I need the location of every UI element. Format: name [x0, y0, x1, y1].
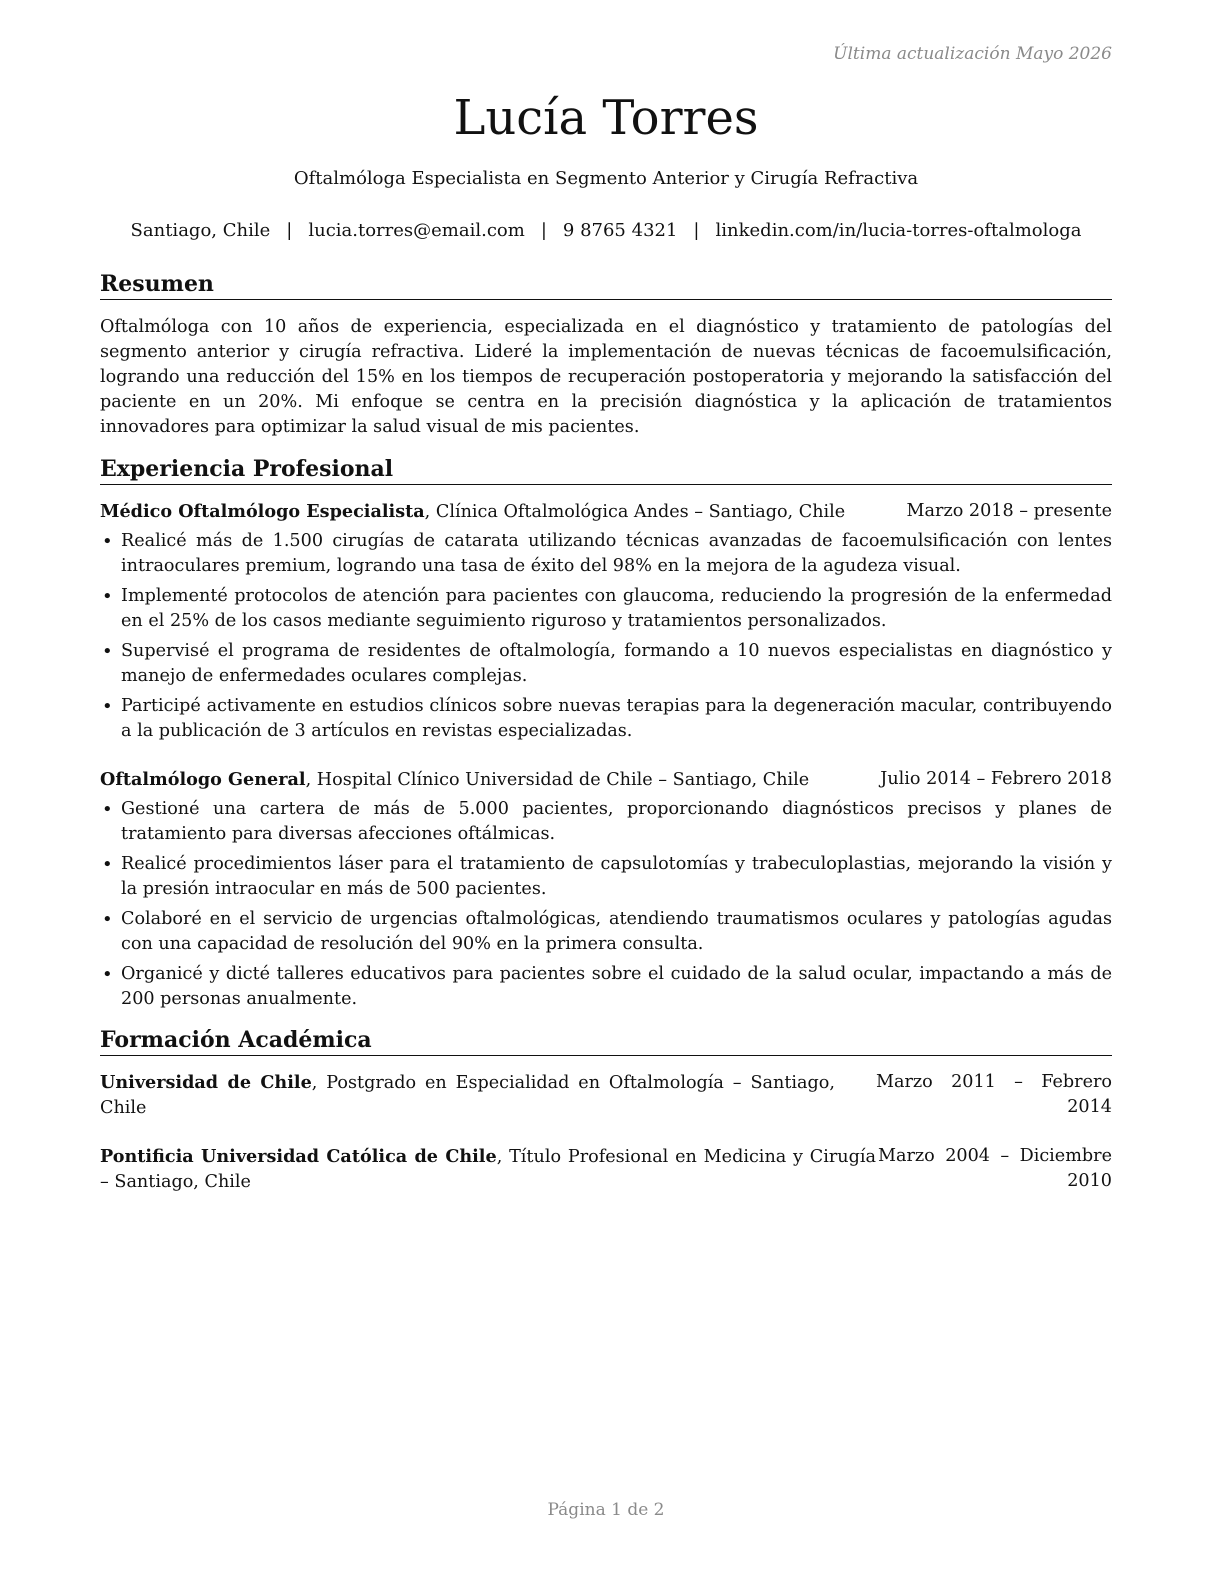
job-org: , Hospital Clínico Universidad de Chile – Santiago, Chile — [305, 770, 810, 790]
education-detail: , Postgrado en Especialidad en Oftalmología – Santiago, Chile — [100, 1073, 835, 1118]
contact-separator: | — [286, 220, 293, 241]
page-number: Página 1 de 2 — [547, 1500, 665, 1520]
job-role: Médico Oftalmólogo Especialista — [100, 501, 425, 522]
education-dates: Marzo 2004 – Diciembre 2010 — [878, 1146, 1112, 1191]
candidate-title: Oftalmóloga Especialista en Segmento Anterior y Cirugía Refractiva — [293, 168, 919, 189]
education-school: Pontificia Universidad Católica de Chile — [100, 1146, 497, 1167]
summary-heading: Resumen — [100, 270, 1112, 300]
job-bullet: • Colaboré en el servicio de urgencias oftalmológicas, atendiendo traumatismos oculares y patologías agudas con una capacidad de resolución del 90% en la primera consulta. — [100, 907, 1112, 957]
contact-separator: | — [540, 220, 547, 241]
job-bullet: • Implementé protocolos de atención para pacientes con glaucoma, reduciendo la progresión de la enfermedad en el 25% de los casos mediante seguimiento riguroso y tratamientos personalizados. — [100, 584, 1112, 634]
job-bullet: • Realicé procedimientos láser para el tratamiento de capsulotomías y trabeculoplastias, mejorando la visión y la presión intraocular en más de 500 pacientes. — [100, 852, 1112, 902]
job-bullets — [100, 529, 1112, 749]
job-dates: Marzo 2018 – presente — [906, 501, 1112, 521]
job-bullet: • Realicé más de 1.500 cirugías de catarata utilizando técnicas avanzadas de facoemulsificación con lentes intraoculares premium, logrando una tasa de éxito del 98% en la mejora de la agudeza visual. — [100, 529, 1112, 579]
job-header — [100, 499, 1112, 525]
last-updated: Última actualización Mayo 2026 — [833, 44, 1112, 64]
job-bullets — [100, 797, 1112, 1017]
education-item — [100, 1070, 1112, 1120]
summary-text: Oftalmóloga con 10 años de experiencia, especializada en el diagnóstico y tratamiento de patologías del segmento anterior y cirugía refractiva. Lideré la implementación de nuevas técnicas de facoemulsificación, logrando una reducción del 15% en los tiempos de recuperación postoperatoria y mejorando la satisfacción del paciente en un 20%. Mi enfoque se centra en la precisión diagnóstica y la aplicación de tratamientos innovadores para optimizar la salud visual de mis pacientes. — [100, 317, 1112, 437]
contact-line — [100, 218, 1112, 244]
contact-separator: | — [693, 220, 700, 241]
job-header — [100, 767, 1112, 793]
education-detail: , Título Profesional en Medicina y Cirugía – Santiago, Chile — [100, 1147, 876, 1192]
job-dates: Julio 2014 – Febrero 2018 — [880, 769, 1112, 789]
resume-page — [100, 0, 1112, 1584]
education-school: Universidad de Chile — [100, 1072, 312, 1093]
job-bullet: • Organicé y dicté talleres educativos para pacientes sobre el cuidado de la salud ocular, impactando a más de 200 personas anualmente. — [100, 962, 1112, 1012]
contact-email[interactable]: lucia.torres@email.com — [308, 220, 525, 241]
contact-location: Santiago, Chile — [130, 220, 271, 241]
job-bullet: • Gestioné una cartera de más de 5.000 pacientes, proporcionando diagnósticos precisos y planes de tratamiento para diversas afecciones oftálmicas. — [100, 797, 1112, 847]
experience-heading: Experiencia Profesional — [100, 455, 1112, 485]
education-heading: Formación Académica — [100, 1026, 1112, 1056]
education-item — [100, 1144, 1112, 1194]
contact-linkedin[interactable]: linkedin.com/in/lucia-torres-oftalmologa — [715, 220, 1082, 241]
job-role: Oftalmólogo General — [100, 769, 306, 790]
job-bullet: • Participé activamente en estudios clínicos sobre nuevas terapias para la degeneración macular, contribuyendo a la publicación de 3 artículos en revistas especializadas. — [100, 694, 1112, 744]
job-org: , Clínica Oftalmológica Andes – Santiago, Chile — [424, 502, 846, 522]
job-bullet: • Supervisé el programa de residentes de oftalmología, formando a 10 nuevos especialistas en diagnóstico y manejo de enfermedades oculares complejas. — [100, 639, 1112, 689]
education-dates: Marzo 2011 – Febrero 2014 — [876, 1072, 1112, 1117]
contact-phone: 9 8765 4321 — [562, 220, 678, 241]
candidate-name: Lucía Torres — [453, 90, 759, 146]
